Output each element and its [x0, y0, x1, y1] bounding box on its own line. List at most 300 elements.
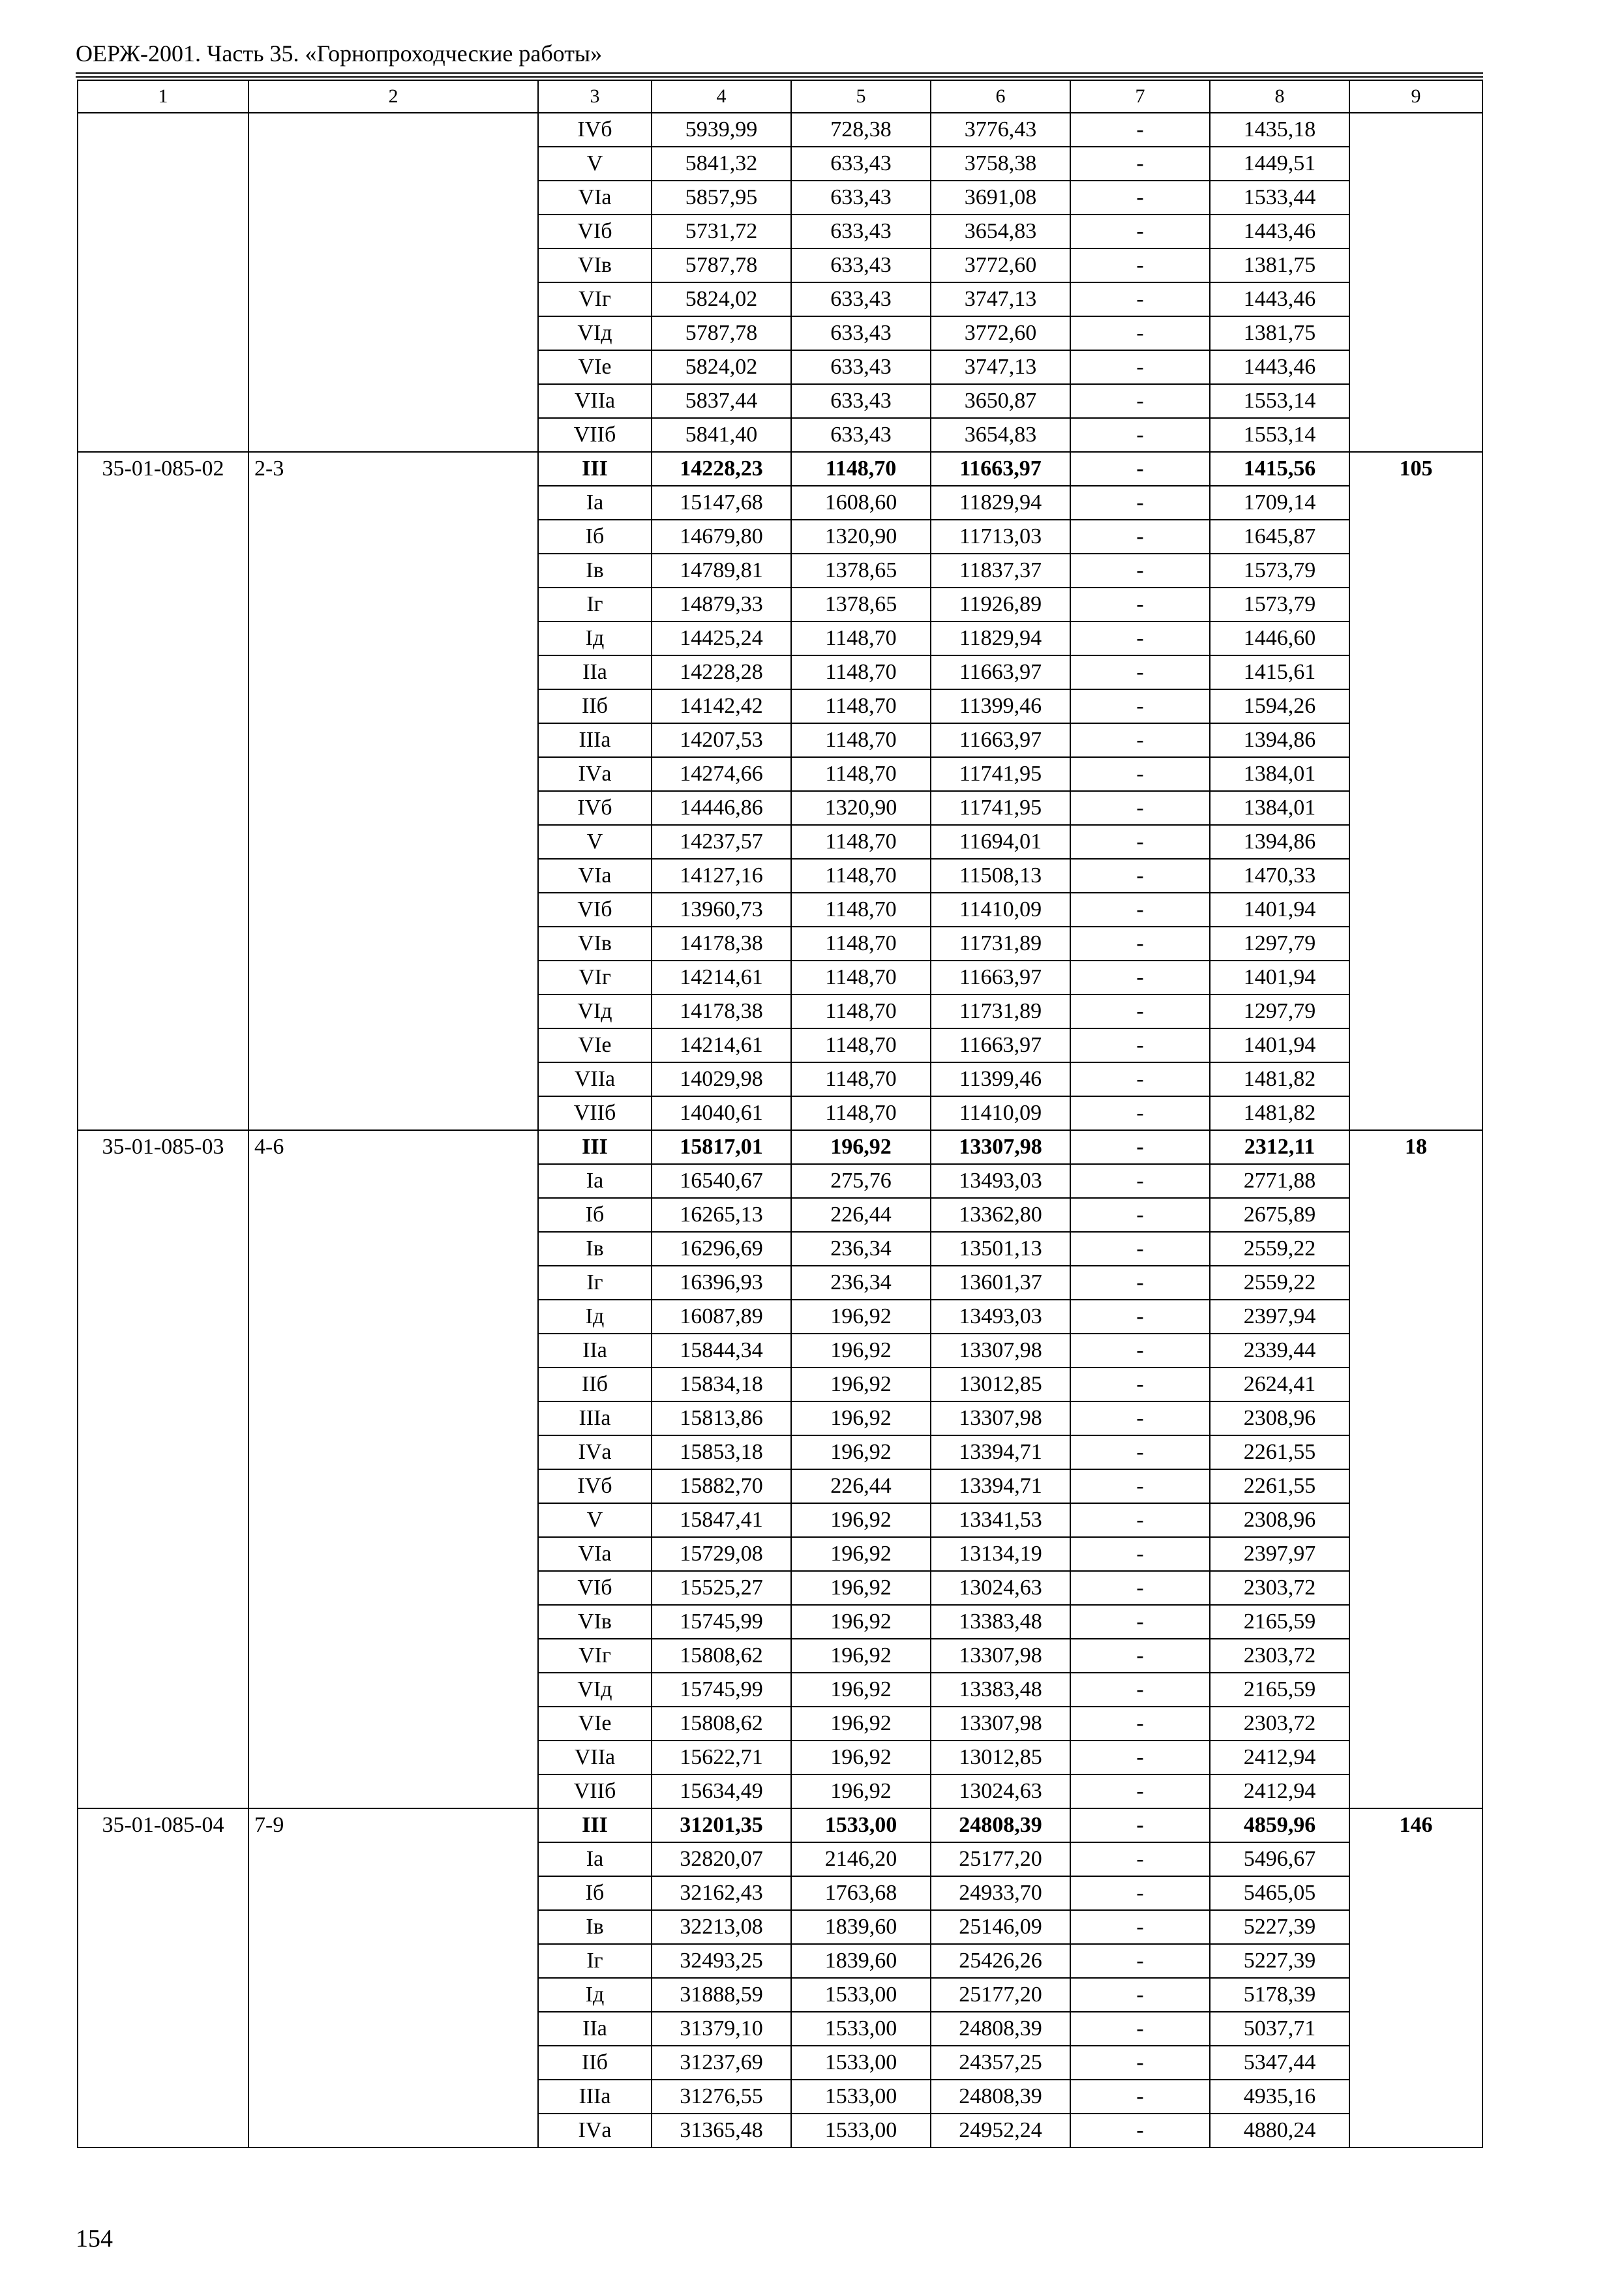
- value-cell: 5837,44: [652, 384, 791, 418]
- zone-cell: VIб: [538, 215, 652, 248]
- column-9-cell: 146: [1349, 1808, 1482, 2147]
- value-cell: 31365,48: [652, 2114, 791, 2147]
- value-cell: 3772,60: [931, 248, 1070, 282]
- value-cell: -: [1070, 689, 1210, 723]
- value-cell: 1443,46: [1210, 282, 1349, 316]
- value-cell: 14142,42: [652, 689, 791, 723]
- value-cell: -: [1070, 282, 1210, 316]
- value-cell: 13307,98: [931, 1334, 1070, 1368]
- zone-cell: IIа: [538, 1334, 652, 1368]
- value-cell: -: [1070, 1605, 1210, 1639]
- value-cell: -: [1070, 384, 1210, 418]
- value-cell: 196,92: [791, 1673, 931, 1707]
- value-cell: 1401,94: [1210, 961, 1349, 995]
- value-cell: 2303,72: [1210, 1571, 1349, 1605]
- value-cell: 196,92: [791, 1435, 931, 1469]
- zone-cell: IIб: [538, 1368, 652, 1401]
- zone-cell: Iа: [538, 486, 652, 520]
- zone-cell: VIIб: [538, 1774, 652, 1808]
- value-cell: -: [1070, 1469, 1210, 1503]
- value-cell: 633,43: [791, 316, 931, 350]
- value-cell: 5227,39: [1210, 1944, 1349, 1978]
- value-cell: 2261,55: [1210, 1469, 1349, 1503]
- value-cell: 196,92: [791, 1368, 931, 1401]
- value-cell: 13394,71: [931, 1435, 1070, 1469]
- value-cell: 196,92: [791, 1503, 931, 1537]
- value-cell: 11731,89: [931, 927, 1070, 961]
- zone-cell: V: [538, 1503, 652, 1537]
- value-cell: 13383,48: [931, 1605, 1070, 1639]
- value-cell: 3776,43: [931, 113, 1070, 147]
- zone-cell: Iв: [538, 1910, 652, 1944]
- value-cell: 633,43: [791, 248, 931, 282]
- zone-cell: IVб: [538, 791, 652, 825]
- value-cell: 196,92: [791, 1401, 931, 1435]
- value-cell: 13501,13: [931, 1232, 1070, 1266]
- zone-cell: VIд: [538, 1673, 652, 1707]
- value-cell: -: [1070, 1300, 1210, 1334]
- value-cell: 1573,79: [1210, 588, 1349, 621]
- value-cell: 236,34: [791, 1266, 931, 1300]
- value-cell: 31379,10: [652, 2012, 791, 2046]
- value-cell: 1394,86: [1210, 825, 1349, 859]
- value-cell: 196,92: [791, 1300, 931, 1334]
- value-cell: 1148,70: [791, 927, 931, 961]
- value-cell: 5787,78: [652, 248, 791, 282]
- value-cell: 1148,70: [791, 689, 931, 723]
- value-cell: -: [1070, 1435, 1210, 1469]
- value-cell: 2308,96: [1210, 1401, 1349, 1435]
- value-cell: 5731,72: [652, 215, 791, 248]
- value-cell: 633,43: [791, 350, 931, 384]
- value-cell: 13012,85: [931, 1741, 1070, 1774]
- value-cell: 1573,79: [1210, 554, 1349, 588]
- value-cell: 1148,70: [791, 723, 931, 757]
- value-cell: 31276,55: [652, 2080, 791, 2114]
- value-cell: 14879,33: [652, 588, 791, 621]
- value-cell: 1443,46: [1210, 215, 1349, 248]
- zone-cell: VIв: [538, 1605, 652, 1639]
- value-cell: 1533,00: [791, 2012, 931, 2046]
- value-cell: 25426,26: [931, 1944, 1070, 1978]
- zone-cell: IVа: [538, 757, 652, 791]
- zone-cell: IIIа: [538, 723, 652, 757]
- value-cell: 32493,25: [652, 1944, 791, 1978]
- value-cell: 1378,65: [791, 554, 931, 588]
- value-cell: -: [1070, 248, 1210, 282]
- value-cell: 2146,20: [791, 1842, 931, 1876]
- value-cell: 3654,83: [931, 418, 1070, 452]
- zone-cell: V: [538, 825, 652, 859]
- value-cell: -: [1070, 1266, 1210, 1300]
- zone-cell: Iг: [538, 588, 652, 621]
- value-cell: -: [1070, 588, 1210, 621]
- column-number: 1: [78, 80, 248, 113]
- zone-cell: VIIб: [538, 1096, 652, 1130]
- value-cell: 633,43: [791, 384, 931, 418]
- value-cell: -: [1070, 1232, 1210, 1266]
- value-cell: 2675,89: [1210, 1198, 1349, 1232]
- value-cell: 196,92: [791, 1639, 931, 1673]
- value-cell: 1763,68: [791, 1876, 931, 1910]
- value-cell: 14214,61: [652, 961, 791, 995]
- value-cell: -: [1070, 655, 1210, 689]
- value-cell: 11663,97: [931, 1028, 1070, 1062]
- value-cell: 1553,14: [1210, 418, 1349, 452]
- zone-cell: IVа: [538, 1435, 652, 1469]
- value-cell: -: [1070, 350, 1210, 384]
- value-cell: -: [1070, 2012, 1210, 2046]
- value-cell: 13960,73: [652, 893, 791, 927]
- value-cell: -: [1070, 2114, 1210, 2147]
- value-cell: 4859,96: [1210, 1808, 1349, 1842]
- value-cell: 4935,16: [1210, 2080, 1349, 2114]
- value-cell: 236,34: [791, 1232, 931, 1266]
- value-cell: 14228,23: [652, 452, 791, 486]
- value-cell: 1533,00: [791, 2114, 931, 2147]
- zone-cell: V: [538, 147, 652, 181]
- value-cell: 14178,38: [652, 927, 791, 961]
- value-cell: 14207,53: [652, 723, 791, 757]
- zone-cell: VIг: [538, 1639, 652, 1673]
- zone-cell: VIд: [538, 995, 652, 1028]
- zone-cell: Iб: [538, 1198, 652, 1232]
- value-cell: 14228,28: [652, 655, 791, 689]
- value-cell: 14127,16: [652, 859, 791, 893]
- value-cell: 5841,32: [652, 147, 791, 181]
- value-cell: 11410,09: [931, 1096, 1070, 1130]
- value-cell: 5787,78: [652, 316, 791, 350]
- value-cell: 3654,83: [931, 215, 1070, 248]
- value-cell: 13307,98: [931, 1707, 1070, 1741]
- value-cell: 24357,25: [931, 2046, 1070, 2080]
- zone-cell: Iб: [538, 1876, 652, 1910]
- value-cell: 2339,44: [1210, 1334, 1349, 1368]
- column-number: 7: [1070, 80, 1210, 113]
- zone-cell: VIIа: [538, 1741, 652, 1774]
- value-cell: 2303,72: [1210, 1639, 1349, 1673]
- value-cell: -: [1070, 1910, 1210, 1944]
- value-cell: -: [1070, 418, 1210, 452]
- value-cell: 16265,13: [652, 1198, 791, 1232]
- value-cell: 1148,70: [791, 1062, 931, 1096]
- value-cell: 5037,71: [1210, 2012, 1349, 2046]
- value-cell: 11829,94: [931, 621, 1070, 655]
- value-cell: 5496,67: [1210, 1842, 1349, 1876]
- column-number: 2: [248, 80, 538, 113]
- value-cell: -: [1070, 1741, 1210, 1774]
- zone-cell: IVб: [538, 1469, 652, 1503]
- value-cell: 226,44: [791, 1198, 931, 1232]
- value-cell: 24933,70: [931, 1876, 1070, 1910]
- value-cell: -: [1070, 1503, 1210, 1537]
- value-cell: 11741,95: [931, 791, 1070, 825]
- value-cell: -: [1070, 1096, 1210, 1130]
- value-cell: 11399,46: [931, 689, 1070, 723]
- value-cell: -: [1070, 927, 1210, 961]
- value-cell: 3691,08: [931, 181, 1070, 215]
- value-cell: 32162,43: [652, 1876, 791, 1910]
- value-cell: 11926,89: [931, 588, 1070, 621]
- zone-cell: VIб: [538, 893, 652, 927]
- zone-cell: IIб: [538, 689, 652, 723]
- zone-cell: VIб: [538, 1571, 652, 1605]
- value-cell: 1470,33: [1210, 859, 1349, 893]
- value-cell: 16396,93: [652, 1266, 791, 1300]
- value-cell: 31201,35: [652, 1808, 791, 1842]
- zone-cell: Iд: [538, 621, 652, 655]
- value-cell: 5227,39: [1210, 1910, 1349, 1944]
- group-cell: [248, 113, 538, 452]
- value-cell: 13024,63: [931, 1774, 1070, 1808]
- value-cell: 633,43: [791, 215, 931, 248]
- value-cell: 11731,89: [931, 995, 1070, 1028]
- zone-cell: Iа: [538, 1842, 652, 1876]
- value-cell: 1148,70: [791, 621, 931, 655]
- value-cell: 14178,38: [652, 995, 791, 1028]
- value-cell: 15525,27: [652, 1571, 791, 1605]
- value-cell: 32213,08: [652, 1910, 791, 1944]
- value-cell: -: [1070, 859, 1210, 893]
- value-cell: 11508,13: [931, 859, 1070, 893]
- zone-cell: VIа: [538, 1537, 652, 1571]
- value-cell: -: [1070, 1571, 1210, 1605]
- value-cell: 13493,03: [931, 1164, 1070, 1198]
- value-cell: -: [1070, 1062, 1210, 1096]
- zone-cell: VIIа: [538, 1062, 652, 1096]
- value-cell: 1533,44: [1210, 181, 1349, 215]
- zone-cell: Iа: [538, 1164, 652, 1198]
- column-9-cell: [1349, 113, 1482, 452]
- value-cell: 13394,71: [931, 1469, 1070, 1503]
- value-cell: 13362,80: [931, 1198, 1070, 1232]
- value-cell: 196,92: [791, 1774, 931, 1808]
- value-cell: 1384,01: [1210, 791, 1349, 825]
- zone-cell: IIIа: [538, 2080, 652, 2114]
- value-cell: 5465,05: [1210, 1876, 1349, 1910]
- value-cell: -: [1070, 825, 1210, 859]
- rate-code-cell: 35-01-085-04: [78, 1808, 248, 2147]
- zone-cell: VIв: [538, 248, 652, 282]
- value-cell: 1381,75: [1210, 248, 1349, 282]
- value-cell: 1148,70: [791, 859, 931, 893]
- zone-cell: Iг: [538, 1266, 652, 1300]
- value-cell: 2303,72: [1210, 1707, 1349, 1741]
- value-cell: 1378,65: [791, 588, 931, 621]
- value-cell: -: [1070, 1639, 1210, 1673]
- value-cell: 13341,53: [931, 1503, 1070, 1537]
- value-cell: 1148,70: [791, 452, 931, 486]
- value-cell: 13134,19: [931, 1537, 1070, 1571]
- value-cell: 13024,63: [931, 1571, 1070, 1605]
- value-cell: -: [1070, 1130, 1210, 1164]
- zone-cell: IIа: [538, 2012, 652, 2046]
- rate-code-cell: 35-01-085-02: [78, 452, 248, 1130]
- value-cell: 633,43: [791, 181, 931, 215]
- value-cell: 226,44: [791, 1469, 931, 1503]
- value-cell: -: [1070, 215, 1210, 248]
- value-cell: 15817,01: [652, 1130, 791, 1164]
- value-cell: 1594,26: [1210, 689, 1349, 723]
- value-cell: 32820,07: [652, 1842, 791, 1876]
- value-cell: 1608,60: [791, 486, 931, 520]
- value-cell: -: [1070, 520, 1210, 554]
- value-cell: 5841,40: [652, 418, 791, 452]
- value-cell: 16296,69: [652, 1232, 791, 1266]
- value-cell: -: [1070, 181, 1210, 215]
- value-cell: -: [1070, 1978, 1210, 2012]
- table-row: [78, 1808, 1482, 1842]
- value-cell: 13307,98: [931, 1401, 1070, 1435]
- value-cell: 14214,61: [652, 1028, 791, 1062]
- value-cell: 633,43: [791, 282, 931, 316]
- value-cell: 11741,95: [931, 757, 1070, 791]
- value-cell: 1401,94: [1210, 1028, 1349, 1062]
- value-cell: -: [1070, 2046, 1210, 2080]
- value-cell: 13383,48: [931, 1673, 1070, 1707]
- value-cell: -: [1070, 1876, 1210, 1910]
- value-cell: 196,92: [791, 1334, 931, 1368]
- value-cell: 1839,60: [791, 1944, 931, 1978]
- value-cell: -: [1070, 621, 1210, 655]
- zone-cell: Iв: [538, 1232, 652, 1266]
- value-cell: 2397,94: [1210, 1300, 1349, 1334]
- value-cell: 16087,89: [652, 1300, 791, 1334]
- value-cell: 1533,00: [791, 1978, 931, 2012]
- value-cell: 1533,00: [791, 2080, 931, 2114]
- value-cell: 1415,61: [1210, 655, 1349, 689]
- value-cell: 1320,90: [791, 520, 931, 554]
- value-cell: 2312,11: [1210, 1130, 1349, 1164]
- value-cell: 5857,95: [652, 181, 791, 215]
- column-9-cell: 18: [1349, 1130, 1482, 1808]
- table-row: [78, 452, 1482, 486]
- value-cell: -: [1070, 1198, 1210, 1232]
- value-cell: 14446,86: [652, 791, 791, 825]
- value-cell: 1401,94: [1210, 893, 1349, 927]
- column-number: 3: [538, 80, 652, 113]
- value-cell: 4880,24: [1210, 2114, 1349, 2147]
- zone-cell: IIIа: [538, 1401, 652, 1435]
- column-number: 4: [652, 80, 791, 113]
- value-cell: 1148,70: [791, 995, 931, 1028]
- zone-cell: Iг: [538, 1944, 652, 1978]
- value-cell: 1449,51: [1210, 147, 1349, 181]
- value-cell: 14274,66: [652, 757, 791, 791]
- zone-cell: VIа: [538, 859, 652, 893]
- value-cell: 15813,86: [652, 1401, 791, 1435]
- zone-cell: VIIб: [538, 418, 652, 452]
- column-9-cell: 105: [1349, 452, 1482, 1130]
- value-cell: 24808,39: [931, 2012, 1070, 2046]
- value-cell: -: [1070, 723, 1210, 757]
- value-cell: 11663,97: [931, 655, 1070, 689]
- value-cell: 15808,62: [652, 1639, 791, 1673]
- value-cell: -: [1070, 486, 1210, 520]
- value-cell: 1481,82: [1210, 1096, 1349, 1130]
- value-cell: 13307,98: [931, 1639, 1070, 1673]
- value-cell: 15808,62: [652, 1707, 791, 1741]
- zone-cell: III: [538, 1130, 652, 1164]
- value-cell: 3747,13: [931, 350, 1070, 384]
- value-cell: 1148,70: [791, 1028, 931, 1062]
- price-table: [77, 80, 1483, 2148]
- value-cell: 16540,67: [652, 1164, 791, 1198]
- column-number: 8: [1210, 80, 1349, 113]
- value-cell: 14029,98: [652, 1062, 791, 1096]
- value-cell: 24808,39: [931, 2080, 1070, 2114]
- rate-code-cell: [78, 113, 248, 452]
- value-cell: 1415,56: [1210, 452, 1349, 486]
- group-cell: 7-9: [248, 1808, 538, 2147]
- value-cell: 633,43: [791, 147, 931, 181]
- value-cell: 275,76: [791, 1164, 931, 1198]
- zone-cell: III: [538, 452, 652, 486]
- value-cell: -: [1070, 452, 1210, 486]
- value-cell: 11837,37: [931, 554, 1070, 588]
- value-cell: 1297,79: [1210, 927, 1349, 961]
- zone-cell: Iд: [538, 1300, 652, 1334]
- value-cell: 15745,99: [652, 1673, 791, 1707]
- value-cell: 196,92: [791, 1130, 931, 1164]
- value-cell: 1394,86: [1210, 723, 1349, 757]
- zone-cell: VIд: [538, 316, 652, 350]
- zone-cell: VIе: [538, 1707, 652, 1741]
- zone-cell: IIб: [538, 2046, 652, 2080]
- value-cell: 196,92: [791, 1571, 931, 1605]
- value-cell: -: [1070, 1808, 1210, 1842]
- value-cell: 1320,90: [791, 791, 931, 825]
- value-cell: -: [1070, 1842, 1210, 1876]
- value-cell: 196,92: [791, 1707, 931, 1741]
- value-cell: -: [1070, 113, 1210, 147]
- value-cell: 1148,70: [791, 825, 931, 859]
- value-cell: 15147,68: [652, 486, 791, 520]
- value-cell: 1533,00: [791, 2046, 931, 2080]
- value-cell: -: [1070, 1673, 1210, 1707]
- zone-cell: IVб: [538, 113, 652, 147]
- value-cell: 25177,20: [931, 1842, 1070, 1876]
- zone-cell: VIг: [538, 282, 652, 316]
- value-cell: 2412,94: [1210, 1774, 1349, 1808]
- value-cell: 3747,13: [931, 282, 1070, 316]
- value-cell: -: [1070, 1774, 1210, 1808]
- value-cell: 1297,79: [1210, 995, 1349, 1028]
- value-cell: 11829,94: [931, 486, 1070, 520]
- column-number: 6: [931, 80, 1070, 113]
- value-cell: 15634,49: [652, 1774, 791, 1808]
- value-cell: 728,38: [791, 113, 931, 147]
- value-cell: 196,92: [791, 1605, 931, 1639]
- value-cell: 2165,59: [1210, 1605, 1349, 1639]
- zone-cell: VIв: [538, 927, 652, 961]
- value-cell: 2559,22: [1210, 1266, 1349, 1300]
- value-cell: 11663,97: [931, 452, 1070, 486]
- value-cell: 3772,60: [931, 316, 1070, 350]
- value-cell: 15622,71: [652, 1741, 791, 1774]
- value-cell: 13307,98: [931, 1130, 1070, 1164]
- value-cell: -: [1070, 893, 1210, 927]
- zone-cell: Iб: [538, 520, 652, 554]
- zone-cell: VIе: [538, 350, 652, 384]
- value-cell: -: [1070, 1401, 1210, 1435]
- column-number: 5: [791, 80, 931, 113]
- header-rule-thin: [76, 72, 1483, 74]
- value-cell: 14237,57: [652, 825, 791, 859]
- value-cell: 633,43: [791, 418, 931, 452]
- value-cell: -: [1070, 757, 1210, 791]
- value-cell: 13012,85: [931, 1368, 1070, 1401]
